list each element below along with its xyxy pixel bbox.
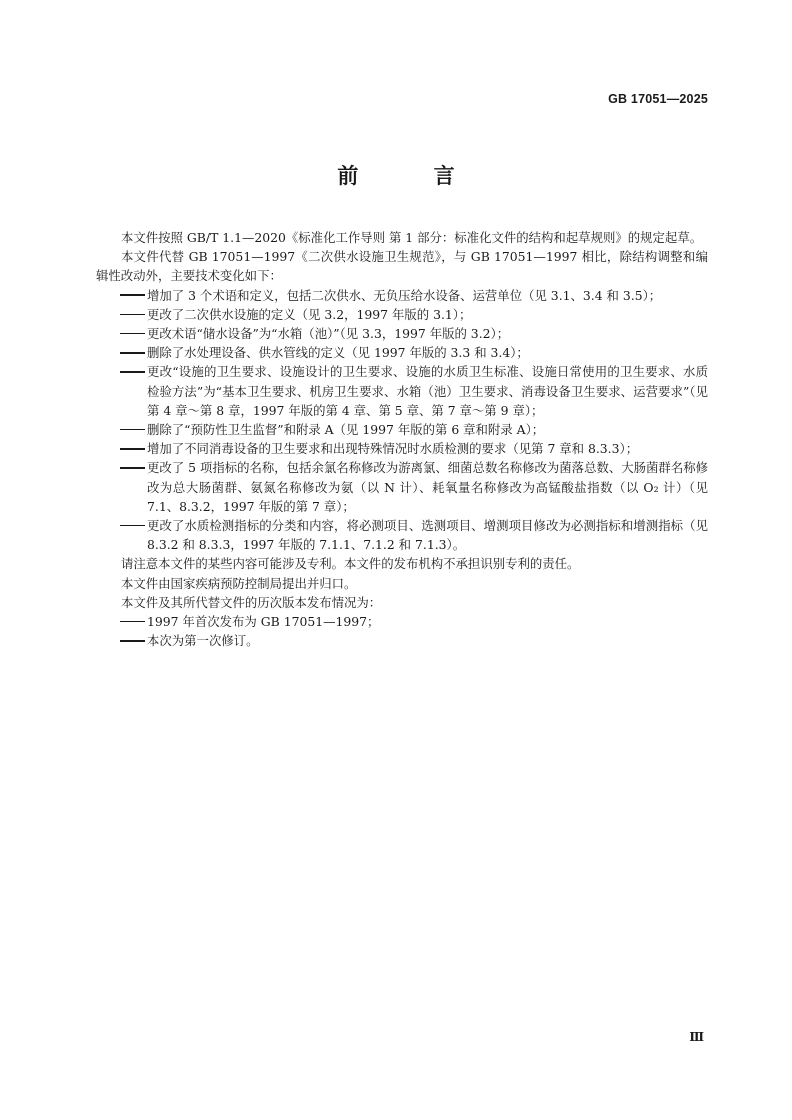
list-item: 更改“设施的卫生要求、设施设计的卫生要求、设施的水质卫生标准、设施日常使用的卫生要求、水质检验方法”为“基本卫生要求、机房卫生要求、水箱（池）卫生要求、消毒设备卫生要求、运营要求”（见第 4 章～第 8 章，1997 年版的第 4 章、第 5 章、第 7 章～第 9 章）； xyxy=(96,362,708,420)
dash-marker xyxy=(120,612,145,631)
dash-marker xyxy=(120,516,145,535)
dash-marker xyxy=(120,631,145,650)
drafting-rules-paragraph: 本文件按照 GB/T 1.1—2020《标准化工作导则 第 1 部分：标准化文件的结构和起草规则》的规定起草。 xyxy=(121,230,703,245)
technical-changes-list xyxy=(96,286,708,555)
dash-marker xyxy=(120,420,145,439)
dash-marker xyxy=(120,343,145,362)
standard-code: GB 17051—2025 xyxy=(608,92,708,106)
dash-marker xyxy=(120,362,145,381)
list-item: 增加了 3 个术语和定义，包括二次供水、无负压给水设备、运营单位（见 3.1、3.4 和 3.5）； xyxy=(96,286,708,305)
dash-marker xyxy=(120,439,145,458)
list-item: 更改了 5 项指标的名称，包括余氯名称修改为游离氯、细菌总数名称修改为菌落总数、大肠菌群名称修改为总大肠菌群、氨氮名称修改为氨（以 N 计）、耗氧量名称修改为高锰酸盐指数（以 O₂ 计）（见 7.1、8.3.2，1997 年版的第 7 章）； xyxy=(96,458,708,516)
list-item: 删除了水处理设备、供水管线的定义（见 1997 年版的 3.3 和 3.4）； xyxy=(96,343,708,362)
proposer-statement: 本文件由国家疾病预防控制局提出并归口。 xyxy=(121,575,357,591)
dash-marker xyxy=(120,458,145,477)
patent-notice: 请注意本文件的某些内容可能涉及专利。本文件的发布机构不承担识别专利的责任。 xyxy=(121,556,580,572)
list-item: 本次为第一次修订。 xyxy=(96,631,708,650)
foreword-body xyxy=(96,228,708,650)
page-number: Ⅲ xyxy=(689,1030,704,1044)
dash-marker xyxy=(120,324,145,343)
page-title: 前 言 xyxy=(337,164,489,188)
history-intro: 本文件及其所代替文件的历次版本发布情况为： xyxy=(121,594,382,610)
list-item: 更改了二次供水设施的定义（见 3.2，1997 年版的 3.1）； xyxy=(96,305,708,324)
replacement-paragraph: 本文件代替 GB 17051—1997《二次供水设施卫生规范》，与 GB 17051—1997 相比，除结构调整和编辑性改动外，主要技术变化如下： xyxy=(96,249,708,284)
dash-marker xyxy=(120,305,145,324)
list-item: 增加了不同消毒设备的卫生要求和出现特殊情况时水质检测的要求（见第 7 章和 8.3.3）； xyxy=(96,439,708,458)
list-item: 更改术语“储水设备”为“水箱（池）”（见 3.3，1997 年版的 3.2）； xyxy=(96,324,708,343)
history-list xyxy=(96,612,708,650)
list-item: 更改了水质检测指标的分类和内容，将必测项目、选测项目、增测项目修改为必测指标和增测指标（见 8.3.2 和 8.3.3，1997 年版的 7.1.1、7.1.2 和 7.1.3）。 xyxy=(96,516,708,554)
dash-marker xyxy=(120,286,145,305)
list-item: 1997 年首次发布为 GB 17051—1997； xyxy=(96,612,708,631)
list-item: 删除了“预防性卫生监督”和附录 A（见 1997 年版的第 6 章和附录 A）； xyxy=(96,420,708,439)
